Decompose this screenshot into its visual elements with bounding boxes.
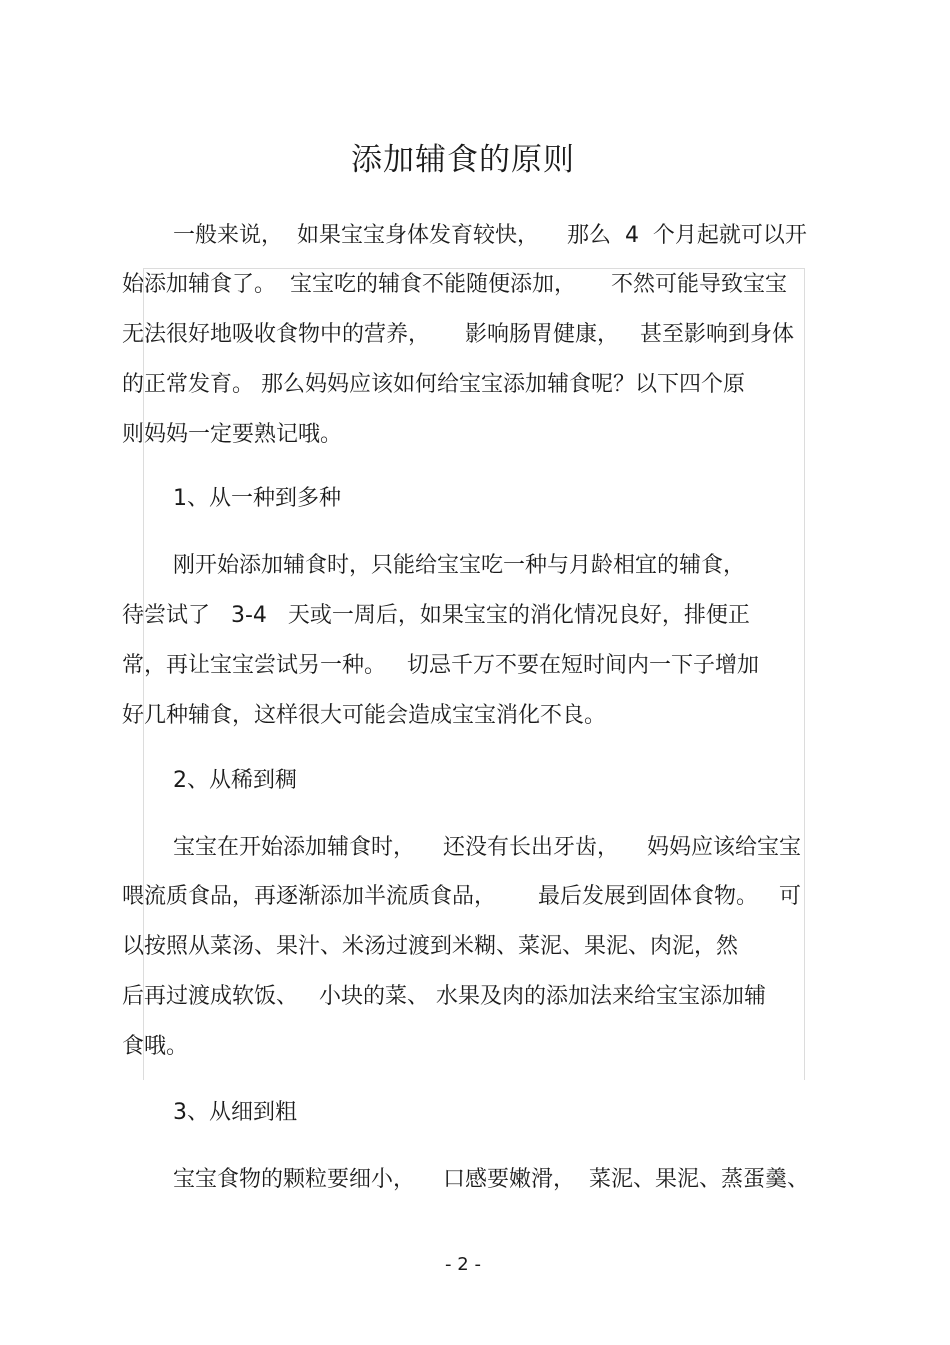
- section-1-heading: 1、从一种到多种: [173, 486, 341, 511]
- section-2-line-5: 食哦。: [122, 1034, 189, 1059]
- section-2-line-3: 以按照从菜汤、果汁、米汤过渡到米糊、菜泥、果泥、肉泥，然: [122, 934, 739, 959]
- document-title: 添加辅食的原则: [351, 142, 575, 178]
- section-2-line-4: 后再过渡成软饭、 小块的菜、 水果及肉的添加法来给宝宝添加辅: [122, 984, 766, 1009]
- section-3-line-1: 宝宝食物的颗粒要细小， 口感要嫩滑， 菜泥、果泥、蒸蛋羹、: [173, 1167, 809, 1192]
- intro-line-2: 始添加辅食了。 宝宝吃的辅食不能随便添加， 不然可能导致宝宝: [122, 272, 787, 297]
- intro-line-5: 则妈妈一定要熟记哦。: [122, 422, 343, 447]
- section-3-heading: 3、从细到粗: [173, 1100, 297, 1125]
- section-1-line-2: 待尝试了 3-4 天或一周后，如果宝宝的消化情况良好，排便正: [122, 603, 750, 628]
- scan-frame-right: [804, 268, 805, 1080]
- page-number: - 2 -: [445, 1254, 481, 1275]
- section-2-heading: 2、从稀到稠: [173, 768, 297, 793]
- section-1-line-3: 常，再让宝宝尝试另一种。 切忌千万不要在短时间内一下子增加: [122, 653, 759, 678]
- section-1-line-1: 刚开始添加辅食时，只能给宝宝吃一种与月龄相宜的辅食，: [173, 553, 746, 578]
- intro-line-3: 无法很好地吸收食物中的营养， 影响肠胃健康， 甚至影响到身体: [122, 322, 794, 347]
- section-2-line-2: 喂流质食品，再逐渐添加半流质食品， 最后发展到固体食物。 可: [122, 884, 801, 909]
- section-1-line-4: 好几种辅食，这样很大可能会造成宝宝消化不良。: [122, 703, 607, 728]
- section-2-line-1: 宝宝在开始添加辅食时， 还没有长出牙齿， 妈妈应该给宝宝: [173, 835, 801, 860]
- intro-line-1: 一般来说， 如果宝宝身体发育较快， 那么 4 个月起就可以开: [173, 223, 807, 248]
- intro-line-4: 的正常发育。 那么妈妈应该如何给宝宝添加辅食呢？以下四个原: [122, 372, 745, 397]
- scan-frame-top: [143, 268, 805, 269]
